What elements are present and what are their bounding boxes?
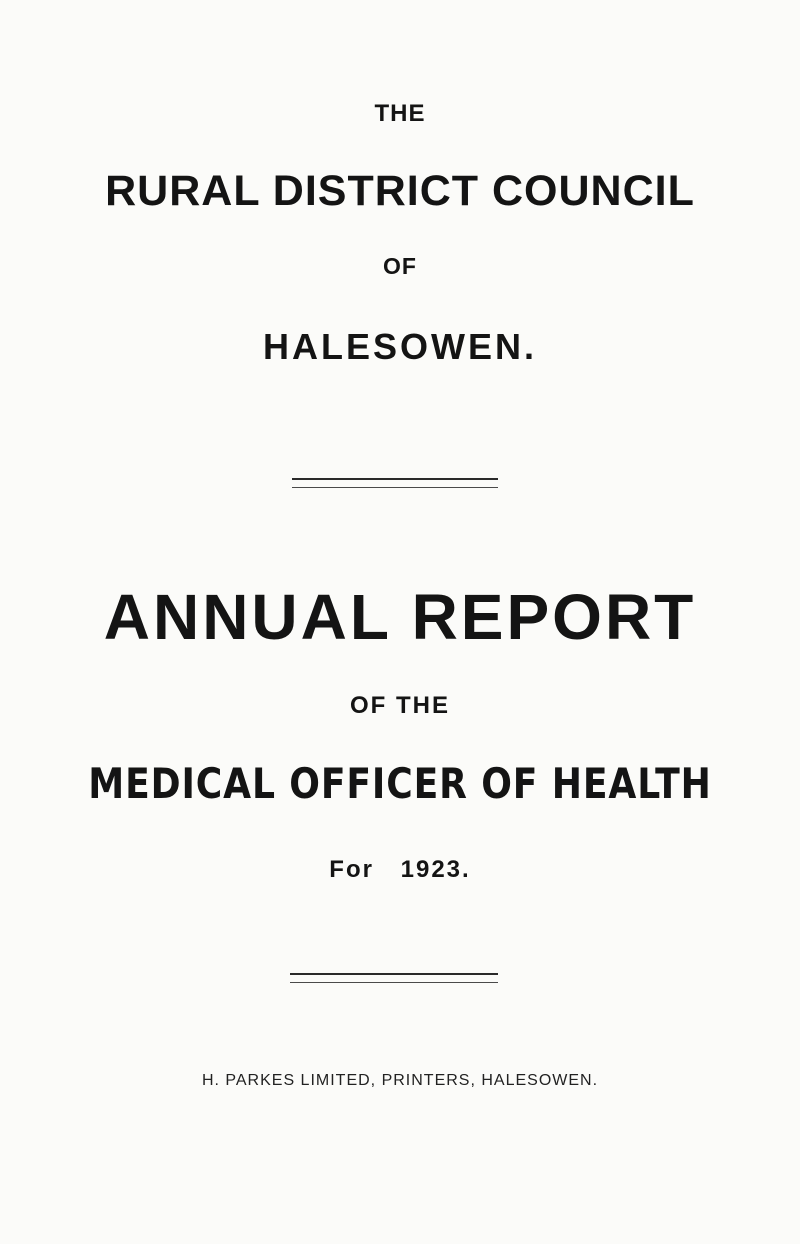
double-rule-divider — [292, 478, 498, 488]
year-line: For 1923. — [329, 856, 471, 883]
heading-the: THE — [374, 100, 426, 127]
heading-council: RURAL DISTRICT COUNCIL — [105, 167, 695, 215]
heading-place: HALESOWEN. — [262, 326, 537, 367]
subheading-of-the: OF THE — [350, 692, 450, 719]
double-rule-divider — [290, 973, 498, 983]
heading-of: OF — [383, 253, 417, 279]
printer-imprint: H. PARKES LIMITED, PRINTERS, HALESOWEN. — [201, 1072, 599, 1089]
page-title: ANNUAL REPORT — [103, 581, 697, 653]
subheading-officer: MEDICAL OFFICER OF HEALTH — [88, 759, 712, 808]
